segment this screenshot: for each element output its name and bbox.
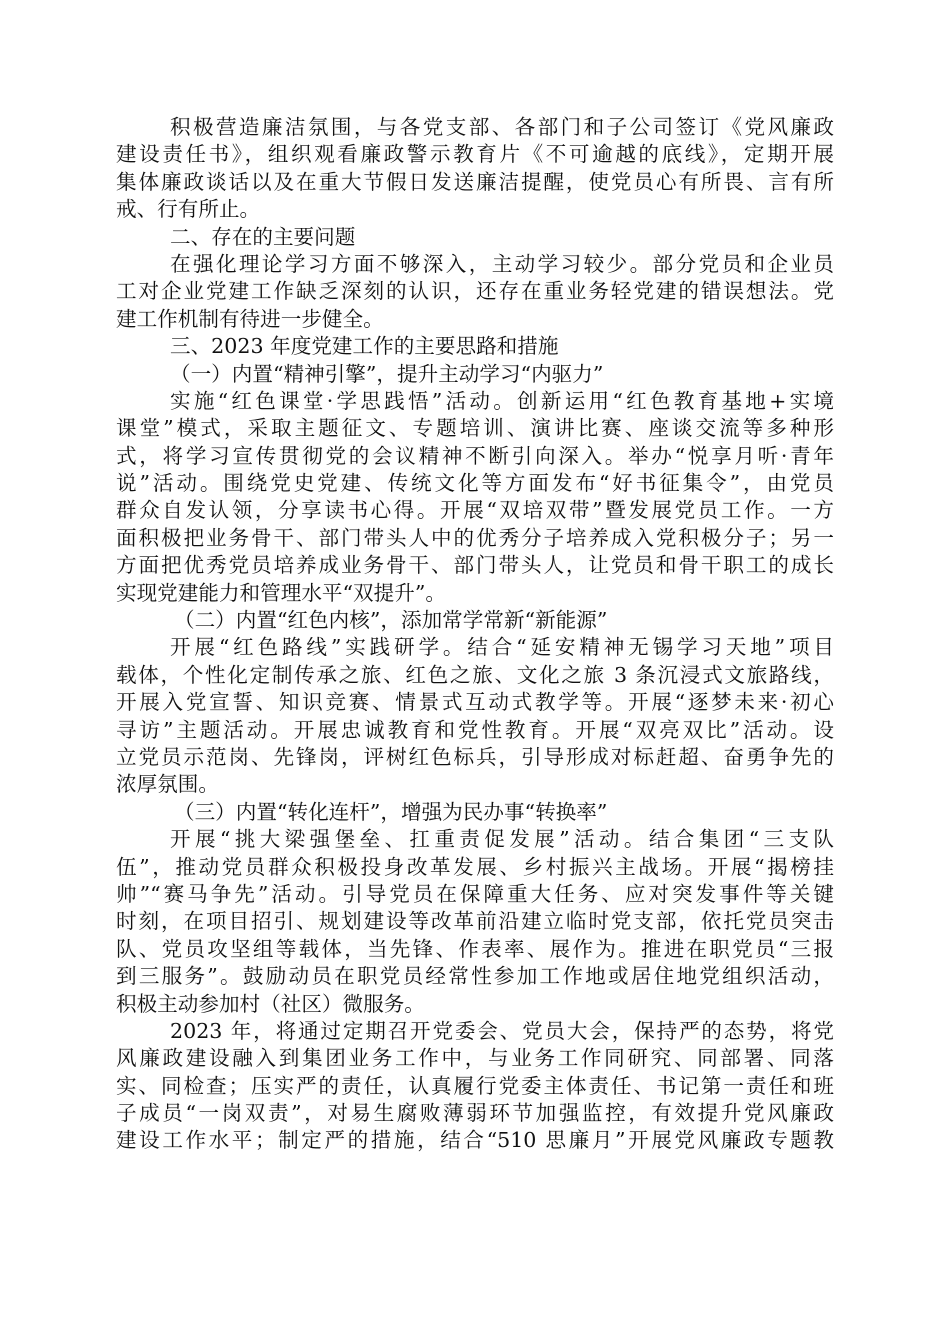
text-line: 工对企业党建工作缺乏深刻的认识，还存在重业务轻党建的错误想法。党: [116, 279, 834, 304]
subheading-transformation-link: （三）内置“转化连杆”，增强为民办事“转换率”: [174, 799, 608, 824]
text-line: 风廉政建设融入到集团业务工作中，与业务工作同研究、同部署、同落: [116, 1046, 834, 1071]
paragraph-take-responsibility: [116, 826, 834, 1018]
text-line: 式，将学习宣传贯彻党的会议精神不断引向深入。举办“悦享月听·青年: [116, 443, 834, 468]
text-line: 在强化理论学习方面不够深入，主动学习较少。部分党员和企业员: [170, 251, 834, 276]
subheading-red-core: （二）内置“红色内核”，添加常学常新“新能源”: [174, 608, 608, 633]
text-line: 开展入党宣誓、知识竞赛、情景式互动式教学等。开展“逐梦未来·初心: [116, 690, 834, 715]
text-line: 时刻，在项目招引、规划建设等改革前沿建立临时党支部，依托党员突击: [116, 909, 834, 934]
text-line: 浓厚氛围。: [116, 772, 219, 797]
text-line: 课堂”模式，采取主题征文、专题培训、演讲比赛、座谈交流等多种形: [116, 416, 834, 441]
text-line: 开展“挑大梁强堡垒、扛重责促发展”活动。结合集团“三支队: [170, 827, 834, 852]
text-line: 队、党员攻坚组等载体，当先锋、作表率、展作为。推进在职党员“三报: [116, 936, 834, 961]
text-line: 方面把优秀党员培养成业务骨干、部门带头人，让党员和骨干职工的成长: [116, 553, 834, 578]
text-line: 建设责任书》，组织观看廉政警示教育片《不可逾越的底线》，定期开展: [116, 142, 834, 167]
text-line: 到三服务”。鼓励动员在职党员经常性参加工作地或居住地党组织活动，: [116, 964, 834, 989]
paragraph-red-classroom: [116, 388, 834, 607]
text-line: 子成员“一岗双责”，对易生腐败薄弱环节加强监控，有效提升党风廉政: [116, 1101, 834, 1126]
paragraph-integrity-atmosphere: [116, 114, 834, 224]
text-line: 立党员示范岗、先锋岗，评树红色标兵，引导形成对标赶超、奋勇争先的: [116, 744, 834, 769]
text-line: 帅”“赛马争先”活动。引导党员在保障重大任务、应对突发事件等关键: [116, 881, 834, 906]
text-line: 载体，个性化定制传承之旅、红色之旅、文化之旅 3 条沉浸式文旅路线，: [116, 662, 834, 687]
text-line: 面积极把业务骨干、部门带头人中的优秀分子培养成入党积极分子；另一: [116, 525, 834, 550]
text-line: 寻访”主题活动。开展忠诚教育和党性教育。开展“双亮双比”活动。设: [116, 717, 834, 742]
text-line: 伍”，推动党员群众积极投身改革发展、乡村振兴主战场。开展“揭榜挂: [116, 854, 834, 879]
paragraph-2023-plan: [116, 1018, 834, 1155]
subheading-spirit-engine: （一）内置“精神引擎”，提升主动学习“内驱力”: [170, 361, 604, 386]
text-line: 实现党建能力和管理水平“双提升”。: [116, 580, 446, 605]
section-heading-main-problems: 二、存在的主要问题: [170, 224, 356, 249]
text-line: 群众自发认领，分享读书心得。开展“双培双带”暨发展党员工作。一方: [116, 498, 834, 523]
text-line: 建设工作水平；制定严的措施，结合“510 思廉月”开展党风廉政专题教: [116, 1128, 834, 1153]
text-line: 开展“红色路线”实践研学。结合“延安精神无锡学习天地”项目: [170, 635, 834, 660]
document-page: [116, 114, 834, 1155]
text-line: 戒、行有所止。: [116, 197, 261, 222]
text-line: 说”活动。围绕党史党建、传统文化等方面发布“好书征集令”，由党员: [116, 471, 834, 496]
section-heading-2023-measures: 三、2023 年度党建工作的主要思路和措施: [170, 334, 559, 359]
paragraph-red-route: [116, 634, 834, 798]
text-line: 实施“红色课堂·学思践悟”活动。创新运用“红色教育基地+实境: [170, 388, 834, 413]
text-line: 建工作机制有待进一步健全。: [116, 306, 384, 331]
paragraph-problems: [116, 251, 834, 333]
text-line: 实、同检查；压实严的责任，认真履行党委主体责任、书记第一责任和班: [116, 1073, 834, 1098]
text-line: 积极主动参加村（社区）微服务。: [116, 991, 425, 1016]
text-line: 集体廉政谈话以及在重大节假日发送廉洁提醒，使党员心有所畏、言有所: [116, 169, 834, 194]
text-line: 2023 年，将通过定期召开党委会、党员大会，保持严的态势，将党: [170, 1018, 834, 1043]
text-line: 积极营造廉洁氛围，与各党支部、各部门和子公司签订《党风廉政: [170, 115, 834, 139]
